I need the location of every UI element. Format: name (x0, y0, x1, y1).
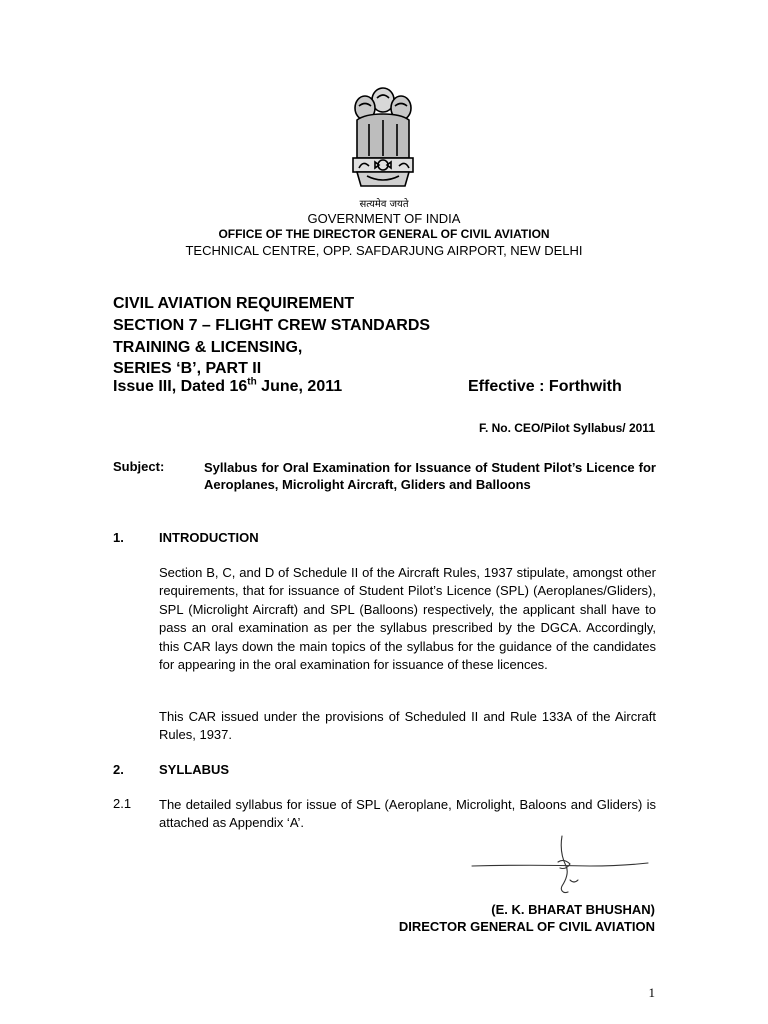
national-motto: सत्यमेव जयते (359, 199, 409, 210)
intro-paragraph-2: This CAR issued under the provisions of Scheduled II and Rule 133A of the Aircraft Rules, 1937. (159, 709, 656, 743)
clause-2-1-text: The detailed syllabus for issue of SPL (Aeroplane, Microlight, Baloons and Gliders) is attached as Appendix ‘A’. (159, 797, 656, 831)
signatory-title: DIRECTOR GENERAL OF CIVIL AVIATION (398, 919, 655, 934)
section-1-title: INTRODUCTION (159, 530, 259, 545)
government-heading: GOVERNMENT OF INDIA (307, 211, 461, 226)
issue-suffix: June, 2011 (256, 378, 343, 395)
national-emblem-icon (343, 80, 423, 200)
section-2-number: 2. (113, 762, 124, 777)
car-section: SECTION 7 – FLIGHT CREW STANDARDS (113, 317, 431, 334)
section-1-number: 1. (113, 530, 124, 545)
signature-image (470, 832, 650, 898)
office-address: TECHNICAL CENTRE, OPP. SAFDARJUNG AIRPORT, NEW DELHI (185, 243, 583, 258)
signatory-name: (E. K. BHARAT BHUSHAN) (491, 902, 655, 917)
effective-date: Effective : Forthwith (468, 378, 622, 395)
issue-superscript: th (247, 376, 257, 388)
subject-label: Subject: (113, 459, 165, 474)
car-issue-date (113, 378, 342, 396)
section-2-title: SYLLABUS (159, 762, 230, 777)
subject-text: Syllabus for Oral Examination for Issuance of Student Pilot’s Licence for Aeroplanes, Microlight Aircraft, Gliders and Balloons (204, 460, 656, 492)
issue-prefix: Issue III, Dated 16 (113, 378, 248, 395)
file-number: F. No. CEO/Pilot Syllabus/ 2011 (478, 421, 655, 435)
car-title: CIVIL AVIATION REQUIREMENT (113, 295, 355, 312)
car-subsection: TRAINING & LICENSING, (113, 339, 303, 356)
intro-paragraph-1: Section B, C, and D of Schedule II of the Aircraft Rules, 1937 stipulate, amongst other requirements, that for issuance of Student Pilot’s Licence (SPL) (Aeroplanes/Gliders), SPL (Microlight Aircraft) and SPL (Balloons) respectively, the applicant shall have to pass an oral examination as per the syllabus prescribed by the DGCA. Accordingly, this CAR lays down the main topics of the syllabus for the guidance of the candidates for appearing in the oral examination for issuance of these licences. (159, 565, 656, 673)
car-series: SERIES ‘B’, PART II (113, 360, 262, 377)
clause-2-1-number: 2.1 (113, 796, 132, 811)
office-heading: OFFICE OF THE DIRECTOR GENERAL OF CIVIL AVIATION (218, 227, 550, 241)
page-number: 1 (648, 985, 655, 1000)
